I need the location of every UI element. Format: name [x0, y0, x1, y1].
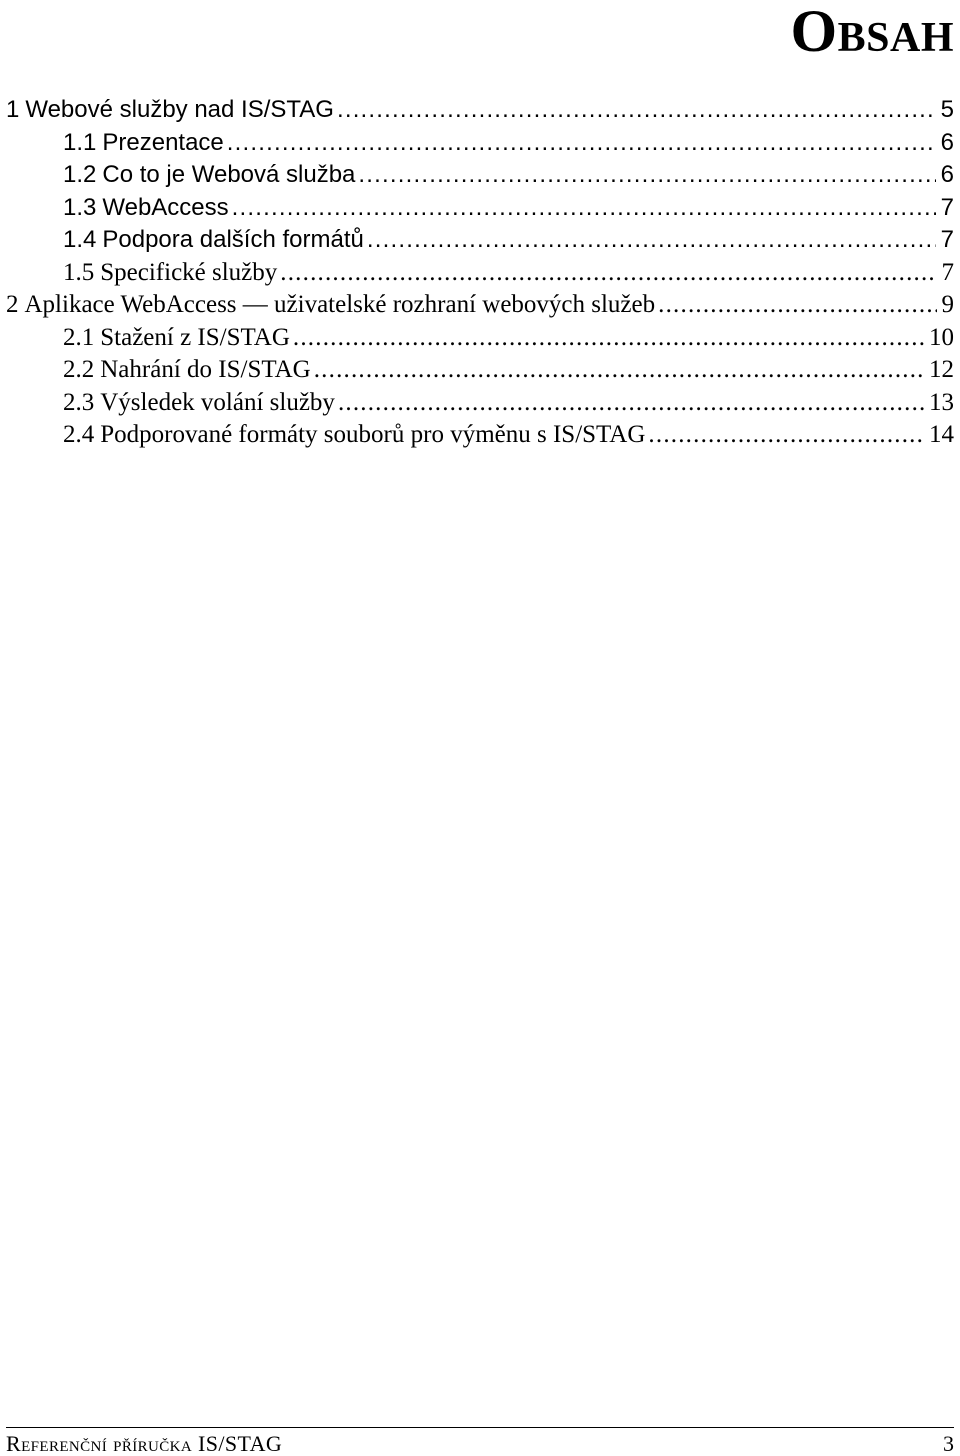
toc-entry-number: 1.1: [63, 128, 97, 156]
footer-divider: [6, 1427, 954, 1428]
toc-entry-page: 10: [929, 323, 954, 351]
toc-entry[interactable]: [6, 159, 954, 192]
toc-entry[interactable]: [6, 354, 954, 387]
toc-entry-number: 2: [6, 291, 19, 318]
toc-entry[interactable]: [6, 127, 954, 160]
toc-entry-title: Aplikace WebAccess — uživatelské rozhraní webových služeb: [24, 291, 656, 318]
toc-entry-number: 1.3: [63, 193, 97, 221]
toc-entry[interactable]: [6, 224, 954, 257]
toc-entry-number: 2.4: [63, 421, 95, 448]
toc-leader-dots: [648, 419, 924, 452]
toc-entry-number: 2.1: [63, 323, 95, 351]
toc-entry[interactable]: [6, 257, 954, 290]
toc-entry-title: Co to je Webová služba: [102, 161, 356, 188]
toc-entry-title: Webové služby nad IS/STAG: [25, 96, 334, 123]
toc-leader-dots: [358, 159, 935, 192]
toc-entry-number: 2.2: [63, 356, 95, 383]
toc-entry-number: 1.5: [63, 258, 95, 286]
toc-entry-page: 6: [940, 128, 954, 156]
toc-entry-page: 7: [941, 258, 954, 286]
toc-entry[interactable]: [6, 94, 954, 127]
toc-entry-number: 1.4: [63, 226, 97, 253]
toc-entry-title: Podpora dalších formátů: [102, 226, 364, 253]
toc-entry-page: 12: [929, 356, 954, 383]
toc-leader-dots: [227, 127, 936, 160]
toc-entry-page: 7: [940, 193, 954, 221]
toc-leader-dots: [293, 322, 924, 355]
page-title: Obsah: [790, 0, 954, 64]
footer-title: Referenční příručka IS/STAG: [6, 1431, 283, 1456]
toc-entry-title: Podporované formáty souborů pro výměnu s IS/STAG: [100, 421, 646, 448]
toc-entry-number: 2.3: [63, 388, 95, 416]
footer-page-number: 3: [943, 1431, 954, 1456]
table-of-contents: [6, 94, 954, 452]
toc-entry[interactable]: [6, 289, 954, 322]
toc-entry-number: 1: [6, 96, 20, 123]
toc-entry[interactable]: [6, 322, 954, 355]
toc-leader-dots: [338, 387, 924, 420]
toc-entry-page: 5: [940, 96, 954, 123]
toc-entry[interactable]: [6, 192, 954, 225]
toc-leader-dots: [337, 94, 936, 127]
toc-entry-title: WebAccess: [102, 193, 229, 221]
toc-entry-title: Prezentace: [102, 128, 224, 156]
toc-leader-dots: [367, 224, 936, 257]
toc-entry-page: 13: [929, 388, 954, 416]
toc-entry-page: 7: [940, 226, 954, 253]
toc-leader-dots: [280, 257, 936, 290]
toc-entry-page: 9: [941, 291, 954, 318]
toc-entry[interactable]: [6, 419, 954, 452]
toc-leader-dots: [658, 289, 936, 322]
toc-entry[interactable]: [6, 387, 954, 420]
page-footer: [6, 1432, 954, 1456]
toc-entry-title: Stažení z IS/STAG: [100, 323, 290, 351]
toc-entry-page: 14: [929, 421, 954, 448]
toc-entry-number: 1.2: [63, 161, 97, 188]
toc-entry-title: Nahrání do IS/STAG: [100, 356, 311, 383]
toc-entry-title: Výsledek volání služby: [100, 388, 335, 416]
toc-entry-page: 6: [940, 161, 954, 188]
toc-entry-title: Specifické služby: [100, 258, 278, 286]
toc-leader-dots: [232, 192, 936, 225]
toc-leader-dots: [314, 354, 924, 387]
